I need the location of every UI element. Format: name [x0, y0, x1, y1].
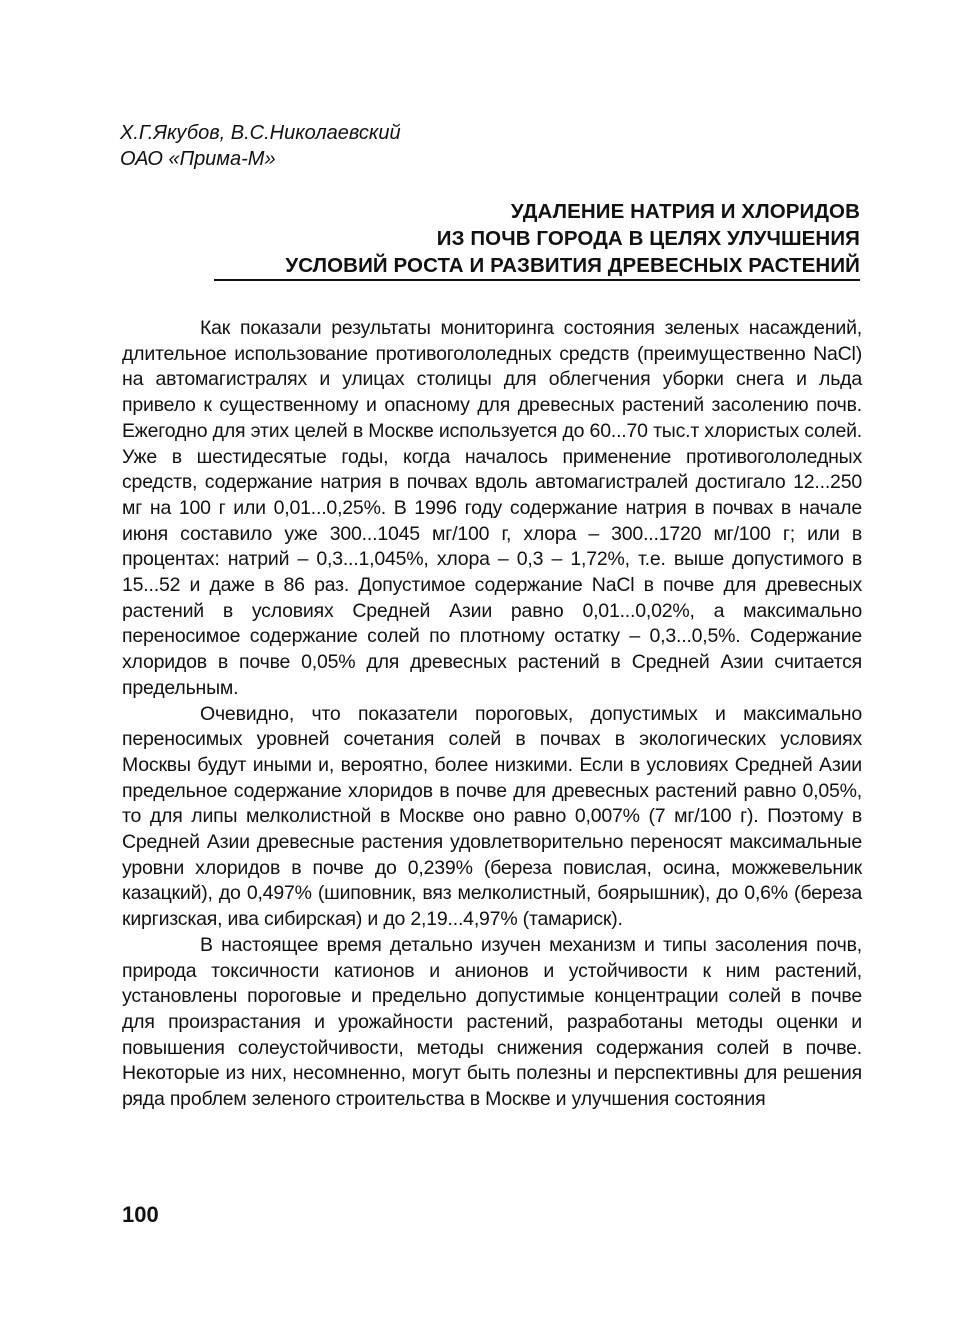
title-line-2: ИЗ ПОЧВ ГОРОДА В ЦЕЛЯХ УЛУЧШЕНИЯ: [436, 227, 860, 250]
author-organization: ОАО «Прима-М»: [120, 148, 276, 170]
article-title: [180, 198, 860, 279]
author-block: [120, 120, 401, 172]
title-underline: [214, 279, 860, 281]
title-line-3: УСЛОВИЙ РОСТА И РАЗВИТИЯ ДРЕВЕСНЫХ РАСТЕНИЙ: [285, 254, 860, 277]
article-body: [122, 316, 862, 1113]
author-names: Х.Г.Якубов, В.С.Николаевский: [120, 122, 401, 144]
title-line-1: УДАЛЕНИЕ НАТРИЯ И ХЛОРИДОВ: [510, 200, 860, 223]
paragraph-3: В настоящее время детально изучен механизм и типы засоления почв, природа токсичности катионов и анионов и устойчивости к ним растений, установлены пороговые и предельно допустимые концентрации солей в почве для произрастания и урожайности растений, разработаны методы оценки и повышения солеустойчивости, методы снижения содержания солей в почве. Некоторые из них, несомненно, могут быть полезны и перспективны для решения ряда проблем зеленого строительства в Москве и улучшения состояния: [122, 933, 862, 1111]
paragraph-1: Как показали результаты мониторинга состояния зеленых насаждений, длительное использование противогололедных средств (преимущественно NaCl) на автомагистралях и улицах столицы для облегчения уборки снега и льда привело к существенному и опасному для древесных растений засолению почв. Ежегодно для этих целей в Москве используется до 60...70 тыс.т хлористых солей. Уже в шестидесятые годы, когда началось применение противогололедных средств, содержание натрия в почвах вдоль автомагистралей достигало 12...250 мг на 100 г или 0,01...0,25%. В 1996 году содержание натрия в почвах в начале июня составило уже 300...1045 мг/100 г, хлора – 300...1720 мг/100 г; или в процентах: натрий – 0,3...1,045%, хлора – 0,3 – 1,72%, т.е. выше допустимого в 15...52 и даже в 86 раз. Допустимое содержание NaCl в почве для древесных растений в условиях Средней Азии равно 0,01...0,02%, а максимально переносимое содержание солей по плотному остатку – 0,3...0,5%. Содержание хлоридов в почве 0,05% для древесных растений в Средней Азии считается предельным.: [122, 317, 862, 699]
page-number: 100: [122, 1202, 159, 1227]
paragraph-2: Очевидно, что показатели пороговых, допустимых и максимально переносимых уровней сочетания солей в почвах в экологических условиях Москвы будут иными и, вероятно, более низкими. Если в условиях Средней Азии предельное содержание хлоридов в почве для древесных растений равно 0,05%, то для липы мелколистной в Москве оно равно 0,007% (7 мг/100 г). Поэтому в Средней Азии древесные растения удовлетворительно переносят максимальные уровни хлоридов в почве до 0,239% (береза повислая, осина, можжевельник казацкий), до 0,497% (шиповник, вяз мелколистный, боярышник), до 0,6% (береза киргизская, ива сибирская) и до 2,19...4,97% (тамариск).: [122, 702, 862, 931]
